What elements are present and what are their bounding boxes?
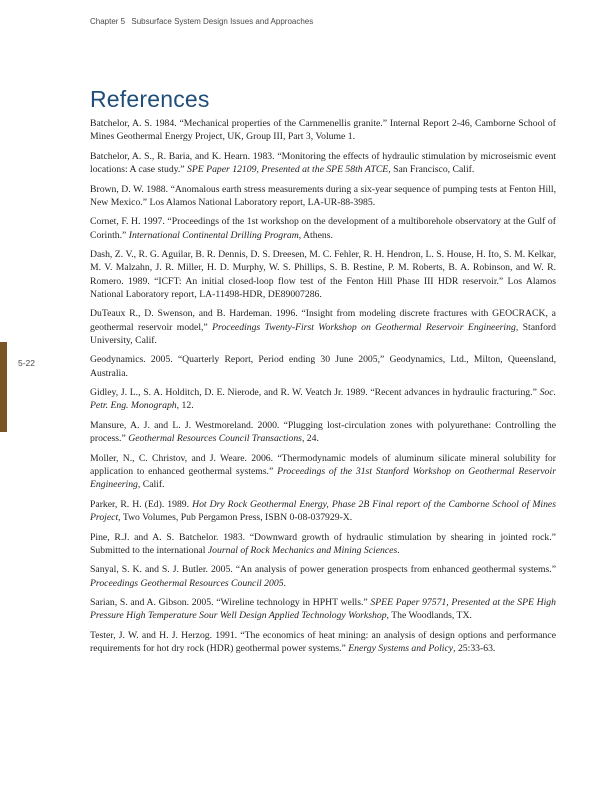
reference-text: Pine, R.J. and A. S. Batchelor. 1983. “Downward growth of hydraulic stimulation by shearing in jointed rock.” Submitted to the international	[90, 531, 556, 556]
reference-entry	[90, 183, 556, 209]
reference-text: Mansure, A. J. and L. J. Westmoreland. 2000. “Plugging lost-circulation zones with polyurethane: Controlling the process.”	[90, 419, 556, 445]
reference-italic-text: Proceedings Twenty-First Workshop on Geothermal Reservoir Engineering	[212, 321, 516, 333]
reference-italic-text: Energy Systems and Policy	[348, 643, 454, 655]
reference-text: Dash, Z. V., R. G. Aguilar, B. R. Dennis, D. S. Dreesen, M. C. Fehler, R. H. Hendron, L. S. House, H. Ito, S. M. Kelkar, M. V. Malzahn, J. R. Miller, H. D. Murphy, W. S. Phillips, S. B. Restine, P. M. Roberts, B. A. Robinson, and W. R. Romero. 1989. “ICFT: An initial closed-loop flow test of the Fenton Hill Phase III HDR reservoir.” Los Alamos National Laboratory report, LA-11498-HDR, DE89007286.	[90, 249, 556, 300]
reference-text: , Calif.	[137, 479, 165, 491]
chapter-tab-bar	[0, 342, 7, 432]
reference-text: Cornet, F. H. 1997. “Proceedings of the 1st workshop on the development of a multiborehole observatory at the Gulf of Corinth.”	[90, 216, 556, 241]
reference-entry	[90, 150, 556, 176]
reference-text: DuTeaux R., D. Swenson, and B. Hardeman. 1996. “Insight from modeling discrete fractures with GEOCRACK, a geothermal reservoir model,”	[90, 308, 556, 333]
reference-entry	[90, 563, 556, 589]
reference-italic-text: Proceedings Geothermal Resources Council 2005	[90, 577, 284, 589]
chapter-title: Subsurface System Design Issues and Approaches	[131, 17, 314, 26]
reference-entry	[90, 452, 556, 492]
reference-entry	[90, 629, 556, 655]
reference-text: .	[283, 577, 286, 589]
reference-italic-text: SPEE Paper 97571, Presented at the SPE High Pressure High Temperature Sour Well Design Applied Technology Workshop	[90, 597, 556, 622]
reference-text: , Two Volumes, Pub Pergamon Press, ISBN 0-08-037929-X.	[118, 511, 353, 523]
reference-list	[90, 117, 556, 662]
reference-italic-text: International Continental Drilling Program	[128, 229, 299, 241]
reference-italic-text: Geothermal Resources Council Transactions	[128, 433, 302, 445]
reference-text: Sanyal, S. K. and S. J. Butler. 2005. “An analysis of power generation prospects from enhanced geothermal systems.”	[90, 564, 556, 576]
reference-text: , 25:33-63.	[453, 643, 496, 655]
reference-entry	[90, 248, 556, 301]
reference-text: Batchelor, A. S., R. Baria, and K. Hearn. 1983. “Monitoring the effects of hydraulic stimulation by microseismic event locations: A case study.”	[90, 150, 556, 175]
reference-text: Tester, J. W. and H. J. Herzog. 1991. “The economics of heat mining: an analysis of design options and performance requirements for hot dry rock (HDR) geothermal power systems.”	[90, 629, 556, 655]
page-title: References	[90, 86, 210, 112]
reference-text: Brown, D. W. 1988. “Anomalous earth stress measurements during a six-year sequence of pumping tests at Fenton Hill, New Mexico.” Los Alamos National Laboratory report, LA-UR-88-3985.	[90, 183, 556, 208]
reference-text: Sarian, S. and A. Gibson. 2005. “Wireline technology in HPHT wells.”	[90, 597, 371, 609]
reference-text: , 24.	[301, 433, 319, 445]
reference-entry	[90, 498, 556, 524]
reference-entry	[90, 596, 556, 622]
reference-text: , 12.	[176, 400, 194, 412]
chapter-label: Chapter 5	[90, 17, 126, 26]
reference-text: Gidley, J. L., S. A. Holditch, D. E. Nierode, and R. W. Veatch Jr. 1989. “Recent advances in hydraulic fracturing.”	[90, 387, 540, 399]
reference-italic-text: Hot Dry Rock Geothermal Energy, Phase 2B Final report of the Camborne School of Mines Project	[90, 498, 556, 523]
reference-entry	[90, 531, 556, 557]
page-number: 5-22	[18, 358, 36, 368]
reference-text: Geodynamics. 2005. “Quarterly Report, Period ending 30 June 2005,” Geodynamics, Ltd., Milton, Queensland, Australia.	[90, 354, 556, 379]
running-header	[90, 17, 560, 26]
reference-entry	[90, 117, 556, 143]
reference-text: , Stanford University, Calif.	[90, 321, 556, 346]
reference-text: , San Francisco, Calif.	[388, 164, 475, 175]
reference-entry	[90, 353, 556, 379]
reference-text: Moller, N., C. Christov, and J. Weare. 2006. “Thermodynamic models of aluminum silicate mineral solubility for application to enhanced geothermal systems.”	[90, 452, 556, 477]
reference-italic-text: SPE Paper 12109, Presented at the SPE 58th ATCE	[187, 164, 389, 175]
reference-text: Batchelor, A. S. 1984. “Mechanical properties of the Carnmenellis granite.” Internal Report 2-46, Camborne School of Mines Geothermal Energy Project, UK, Group III, Part 3, Volume 1.	[90, 118, 556, 143]
reference-text: , Athens.	[298, 229, 333, 241]
reference-entry	[90, 215, 556, 241]
reference-entry	[90, 307, 556, 347]
reference-text: , The Woodlands, TX.	[386, 610, 472, 622]
reference-text: Parker, R. H. (Ed). 1989.	[90, 498, 193, 510]
reference-entry	[90, 419, 556, 445]
reference-italic-text: Journal of Rock Mechanics and Mining Sciences	[207, 544, 398, 556]
reference-italic-text: Proceedings of the 31st Stanford Workshop on Geothermal Reservoir Engineering	[90, 465, 556, 491]
reference-text: .	[397, 544, 400, 556]
reference-italic-text: Soc. Petr. Eng. Monograph	[90, 387, 556, 412]
reference-entry	[90, 386, 556, 412]
